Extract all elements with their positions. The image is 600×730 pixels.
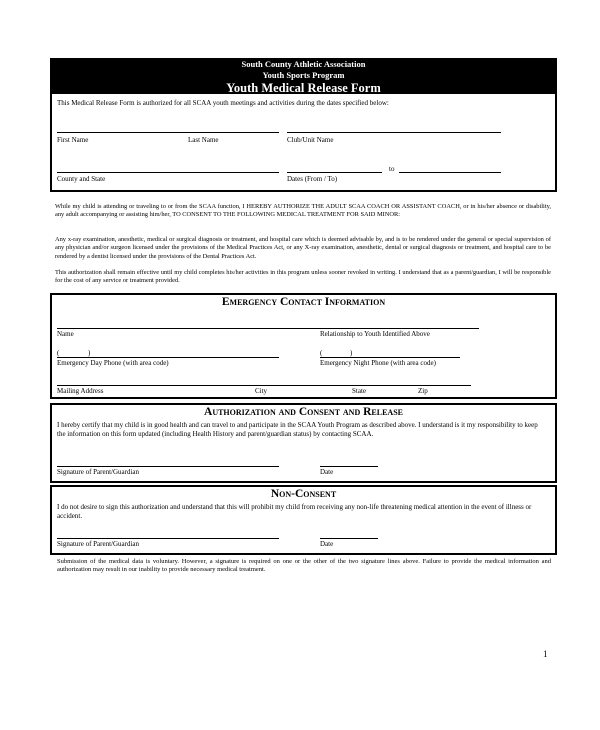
nonconsent-date-label: Date bbox=[320, 540, 334, 548]
authorization-title: Authorization and Consent and Release bbox=[204, 406, 403, 418]
form-title: Youth Medical Release Form bbox=[226, 81, 381, 95]
date-to-line[interactable] bbox=[399, 172, 501, 173]
authorization-text: I hereby certify that my child is in good health and can travel to and participate in the SCAA Youth Program as described above. I understand is it my responsibility to keep the information on this form updated (including Health History and parent/guardian status) by contacting SCAA. bbox=[57, 421, 538, 438]
county-state-line[interactable] bbox=[57, 172, 279, 173]
last-name-label: Last Name bbox=[188, 136, 219, 144]
emergency-name-line[interactable] bbox=[57, 328, 479, 329]
form-header bbox=[50, 58, 557, 94]
day-phone-line[interactable] bbox=[57, 357, 279, 358]
nonconsent-date-line[interactable] bbox=[320, 538, 378, 539]
to-label: to bbox=[389, 165, 395, 173]
county-state-label: County and State bbox=[57, 175, 106, 183]
nonconsent-signature-line[interactable] bbox=[57, 538, 279, 539]
nonconsent-title: Non-Consent bbox=[270, 488, 337, 500]
mailing-address-label: Mailing Address bbox=[57, 387, 104, 395]
program-name: Youth Sports Program bbox=[262, 70, 345, 80]
club-unit-line[interactable] bbox=[287, 132, 501, 133]
page-number: 1 bbox=[543, 649, 548, 659]
intro-text: This Medical Release Form is authorized for all SCAA youth meetings and activities during the dates specified below: bbox=[57, 99, 389, 107]
emergency-contact-box bbox=[50, 293, 557, 399]
nonconsent-signature-label: Signature of Parent/Guardian bbox=[57, 540, 140, 548]
emergency-name-label: Name bbox=[57, 330, 74, 338]
mailing-address-line[interactable] bbox=[57, 385, 471, 386]
first-name-label: First Name bbox=[57, 136, 89, 144]
authorization-date-label: Date bbox=[320, 468, 334, 476]
first-name-line[interactable] bbox=[57, 132, 279, 133]
night-paren-open: ( bbox=[320, 349, 323, 357]
dates-label: Dates (From / To) bbox=[287, 175, 338, 183]
authorization-date-line[interactable] bbox=[320, 466, 378, 467]
night-paren-close: ) bbox=[350, 349, 353, 357]
authorization-signature-line[interactable] bbox=[57, 466, 279, 467]
day-paren-close: ) bbox=[88, 349, 91, 357]
day-paren-open: ( bbox=[57, 349, 60, 357]
day-phone-label: Emergency Day Phone (with area code) bbox=[57, 359, 169, 367]
night-phone-line[interactable] bbox=[320, 357, 460, 358]
authorize-paragraph: While my child is attending or traveling to or from the SCAA function, I HEREBY AUTHORIZE THE ADULT SCAA COACH OR ASSISTANT COACH, or in his/her absence or disability, any adult accompanying or assisting him/her, TO CONSENT TO THE FOLLOWING MEDICAL TREATMENT FOR SAID MINOR: bbox=[55, 203, 551, 219]
relationship-label: Relationship to Youth Identified Above bbox=[320, 330, 430, 338]
authorization-signature-label: Signature of Parent/Guardian bbox=[57, 468, 140, 476]
zip-label: Zip bbox=[418, 387, 428, 395]
org-name: South County Athletic Association bbox=[241, 59, 366, 69]
night-phone-label: Emergency Night Phone (with area code) bbox=[320, 359, 436, 367]
club-unit-label: Club/Unit Name bbox=[287, 136, 334, 144]
footer-note: Submission of the medical data is voluntary. However, a signature is required on one or the other of the two signature lines above. Failure to provide the medical information and authorization may result in our inability to provide necessary medical treatment. bbox=[57, 558, 551, 573]
treatment-paragraph: Any x-ray examination, anesthetic, medical or surgical diagnosis or treatment, and hospital care which is deemed advisable by, and is to be rendered under the general or special supervision of any physician and/or surgeon licensed under the provisions of the Medical Practices Act, or any X-ray examination, anesthetic, dental or surgical diagnosis or treatment, and hospital care to be rendered by a dentist licensed under the provisions of the Dental Practices Act. bbox=[55, 236, 551, 260]
state-label: State bbox=[352, 387, 366, 395]
emergency-title: Emergency Contact Information bbox=[221, 296, 386, 308]
nonconsent-text: I do not desire to sign this authorization and understand that this will prohibit my child from receiving any non-life threatening medical attention in the event of illness or accident. bbox=[57, 503, 532, 520]
city-label: City bbox=[255, 387, 268, 395]
effective-paragraph: This authorization shall remain effective until my child completes his/her activities in this program unless sooner revoked in writing. I understand that as a parent/guardian, I will be responsible for the cost of any service or treatment provided. bbox=[55, 269, 551, 285]
date-from-line[interactable] bbox=[287, 172, 382, 173]
